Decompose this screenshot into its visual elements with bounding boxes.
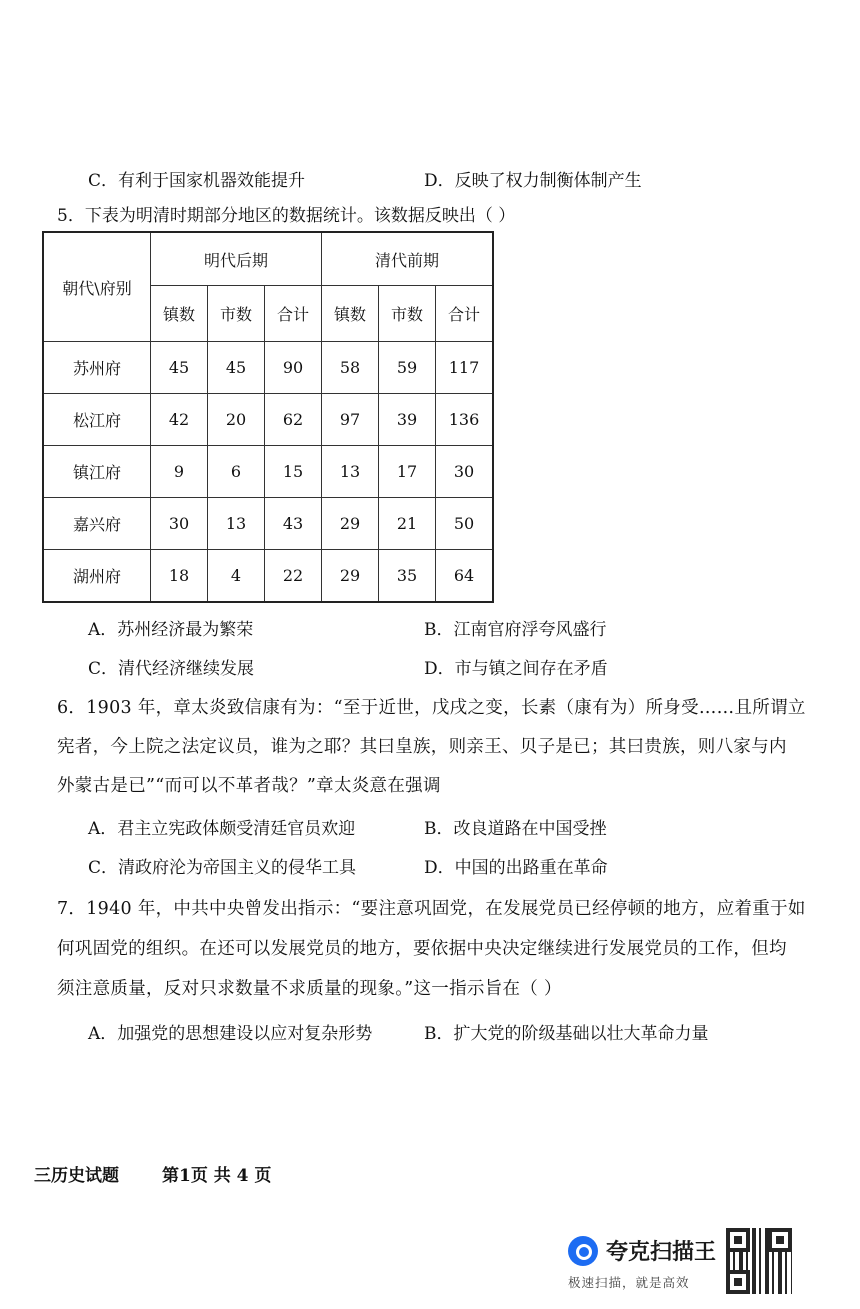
table-group-header-qing: 清代前期 xyxy=(322,232,494,286)
table-cell: 58 xyxy=(322,342,379,394)
row-label: 镇江府 xyxy=(43,446,151,498)
table-cell: 21 xyxy=(379,498,436,550)
table-cell: 43 xyxy=(265,498,322,550)
row-label: 苏州府 xyxy=(43,342,151,394)
q6-stem-line3: 外蒙古是已”“而可以不革者哉？”章太炎意在强调 xyxy=(57,776,441,796)
table-cell: 136 xyxy=(436,394,494,446)
q7-option-b: B．扩大党的阶级基础以壮大革命力量 xyxy=(424,1024,709,1044)
table-subheader: 市数 xyxy=(208,286,265,342)
table-cell: 42 xyxy=(151,394,208,446)
q4-option-d: D．反映了权力制衡体制产生 xyxy=(424,171,642,191)
q6-stem-line2: 宪者，今上院之法定议员，谁为之耶？其曰皇族，则亲王、贝子是已；其曰贵族，则八家与内 xyxy=(57,737,787,757)
table-row xyxy=(43,550,493,603)
table-cell: 90 xyxy=(265,342,322,394)
table-cell: 45 xyxy=(151,342,208,394)
q5-stem: 5．下表为明清时期部分地区的数据统计。该数据反映出（ ） xyxy=(57,206,516,226)
table-row xyxy=(43,342,493,394)
table-cell: 13 xyxy=(322,446,379,498)
table-cell: 9 xyxy=(151,446,208,498)
q5-option-a: A．苏州经济最为繁荣 xyxy=(88,620,254,640)
q5-option-b: B．江南官府浮夸风盛行 xyxy=(424,620,607,640)
qr-code-icon xyxy=(726,1228,792,1294)
q5-option-c: C．清代经济继续发展 xyxy=(88,659,255,679)
table-cell: 30 xyxy=(436,446,494,498)
footer-subject: 三历史试题 xyxy=(34,1166,119,1186)
table-cell: 15 xyxy=(265,446,322,498)
table-corner-header: 朝代\府别 xyxy=(43,232,151,342)
table-cell: 17 xyxy=(379,446,436,498)
table-cell: 39 xyxy=(379,394,436,446)
q6-option-c: C．清政府沦为帝国主义的侵华工具 xyxy=(88,858,357,878)
table-subheader: 市数 xyxy=(379,286,436,342)
table-cell: 29 xyxy=(322,498,379,550)
q4-option-c: C．有利于国家机器效能提升 xyxy=(88,171,306,191)
table-subheader: 合计 xyxy=(436,286,494,342)
table-cell: 62 xyxy=(265,394,322,446)
table-cell: 50 xyxy=(436,498,494,550)
table-cell: 6 xyxy=(208,446,265,498)
table-cell: 4 xyxy=(208,550,265,603)
q6-option-a: A．君主立宪政体颇受清廷官员欢迎 xyxy=(88,819,356,839)
table-subheader: 镇数 xyxy=(322,286,379,342)
row-label: 嘉兴府 xyxy=(43,498,151,550)
table-group-header-ming: 明代后期 xyxy=(151,232,322,286)
table-cell: 117 xyxy=(436,342,494,394)
q6-option-d: D．中国的出路重在革命 xyxy=(424,858,608,878)
table-subheader: 合计 xyxy=(265,286,322,342)
table-row xyxy=(43,498,493,550)
table-cell: 30 xyxy=(151,498,208,550)
table-subheader: 镇数 xyxy=(151,286,208,342)
row-label: 松江府 xyxy=(43,394,151,446)
q5-option-d: D．市与镇之间存在矛盾 xyxy=(424,659,608,679)
table-cell: 22 xyxy=(265,550,322,603)
table-cell: 59 xyxy=(379,342,436,394)
q7-stem-line1: 7．1940 年，中共中央曾发出指示：“要注意巩固党，在发展党员已经停顿的地方，应着重于如 xyxy=(57,899,806,919)
table-cell: 97 xyxy=(322,394,379,446)
scanner-logo-icon xyxy=(568,1236,598,1266)
table-cell: 18 xyxy=(151,550,208,603)
q6-option-b: B．改良道路在中国受挫 xyxy=(424,819,607,839)
scanner-slogan: 极速扫描，就是高效 xyxy=(568,1275,690,1290)
table-cell: 29 xyxy=(322,550,379,603)
q7-stem-line2: 何巩固党的组织。在还可以发展党员的地方，要依据中央决定继续进行发展党员的工作，但均 xyxy=(57,939,787,959)
table-cell: 35 xyxy=(379,550,436,603)
q5-data-table xyxy=(42,231,494,603)
table-cell: 20 xyxy=(208,394,265,446)
table-cell: 13 xyxy=(208,498,265,550)
q6-stem-line1: 6．1903 年，章太炎致信康有为：“至于近世，戊戌之变，长素（康有为）所身受……且所谓立 xyxy=(57,698,806,718)
q7-stem-line3: 须注意质量，反对只求数量不求质量的现象。”这一指示旨在（ ） xyxy=(57,979,562,999)
footer-page-number: 第1页 共 4 页 xyxy=(162,1166,272,1186)
scanner-brand-name: 夸克扫描王 xyxy=(606,1240,717,1265)
table-row xyxy=(43,394,493,446)
row-label: 湖州府 xyxy=(43,550,151,603)
table-cell: 45 xyxy=(208,342,265,394)
table-cell: 64 xyxy=(436,550,494,603)
q7-option-a: A．加强党的思想建设以应对复杂形势 xyxy=(88,1024,373,1044)
table-row xyxy=(43,446,493,498)
